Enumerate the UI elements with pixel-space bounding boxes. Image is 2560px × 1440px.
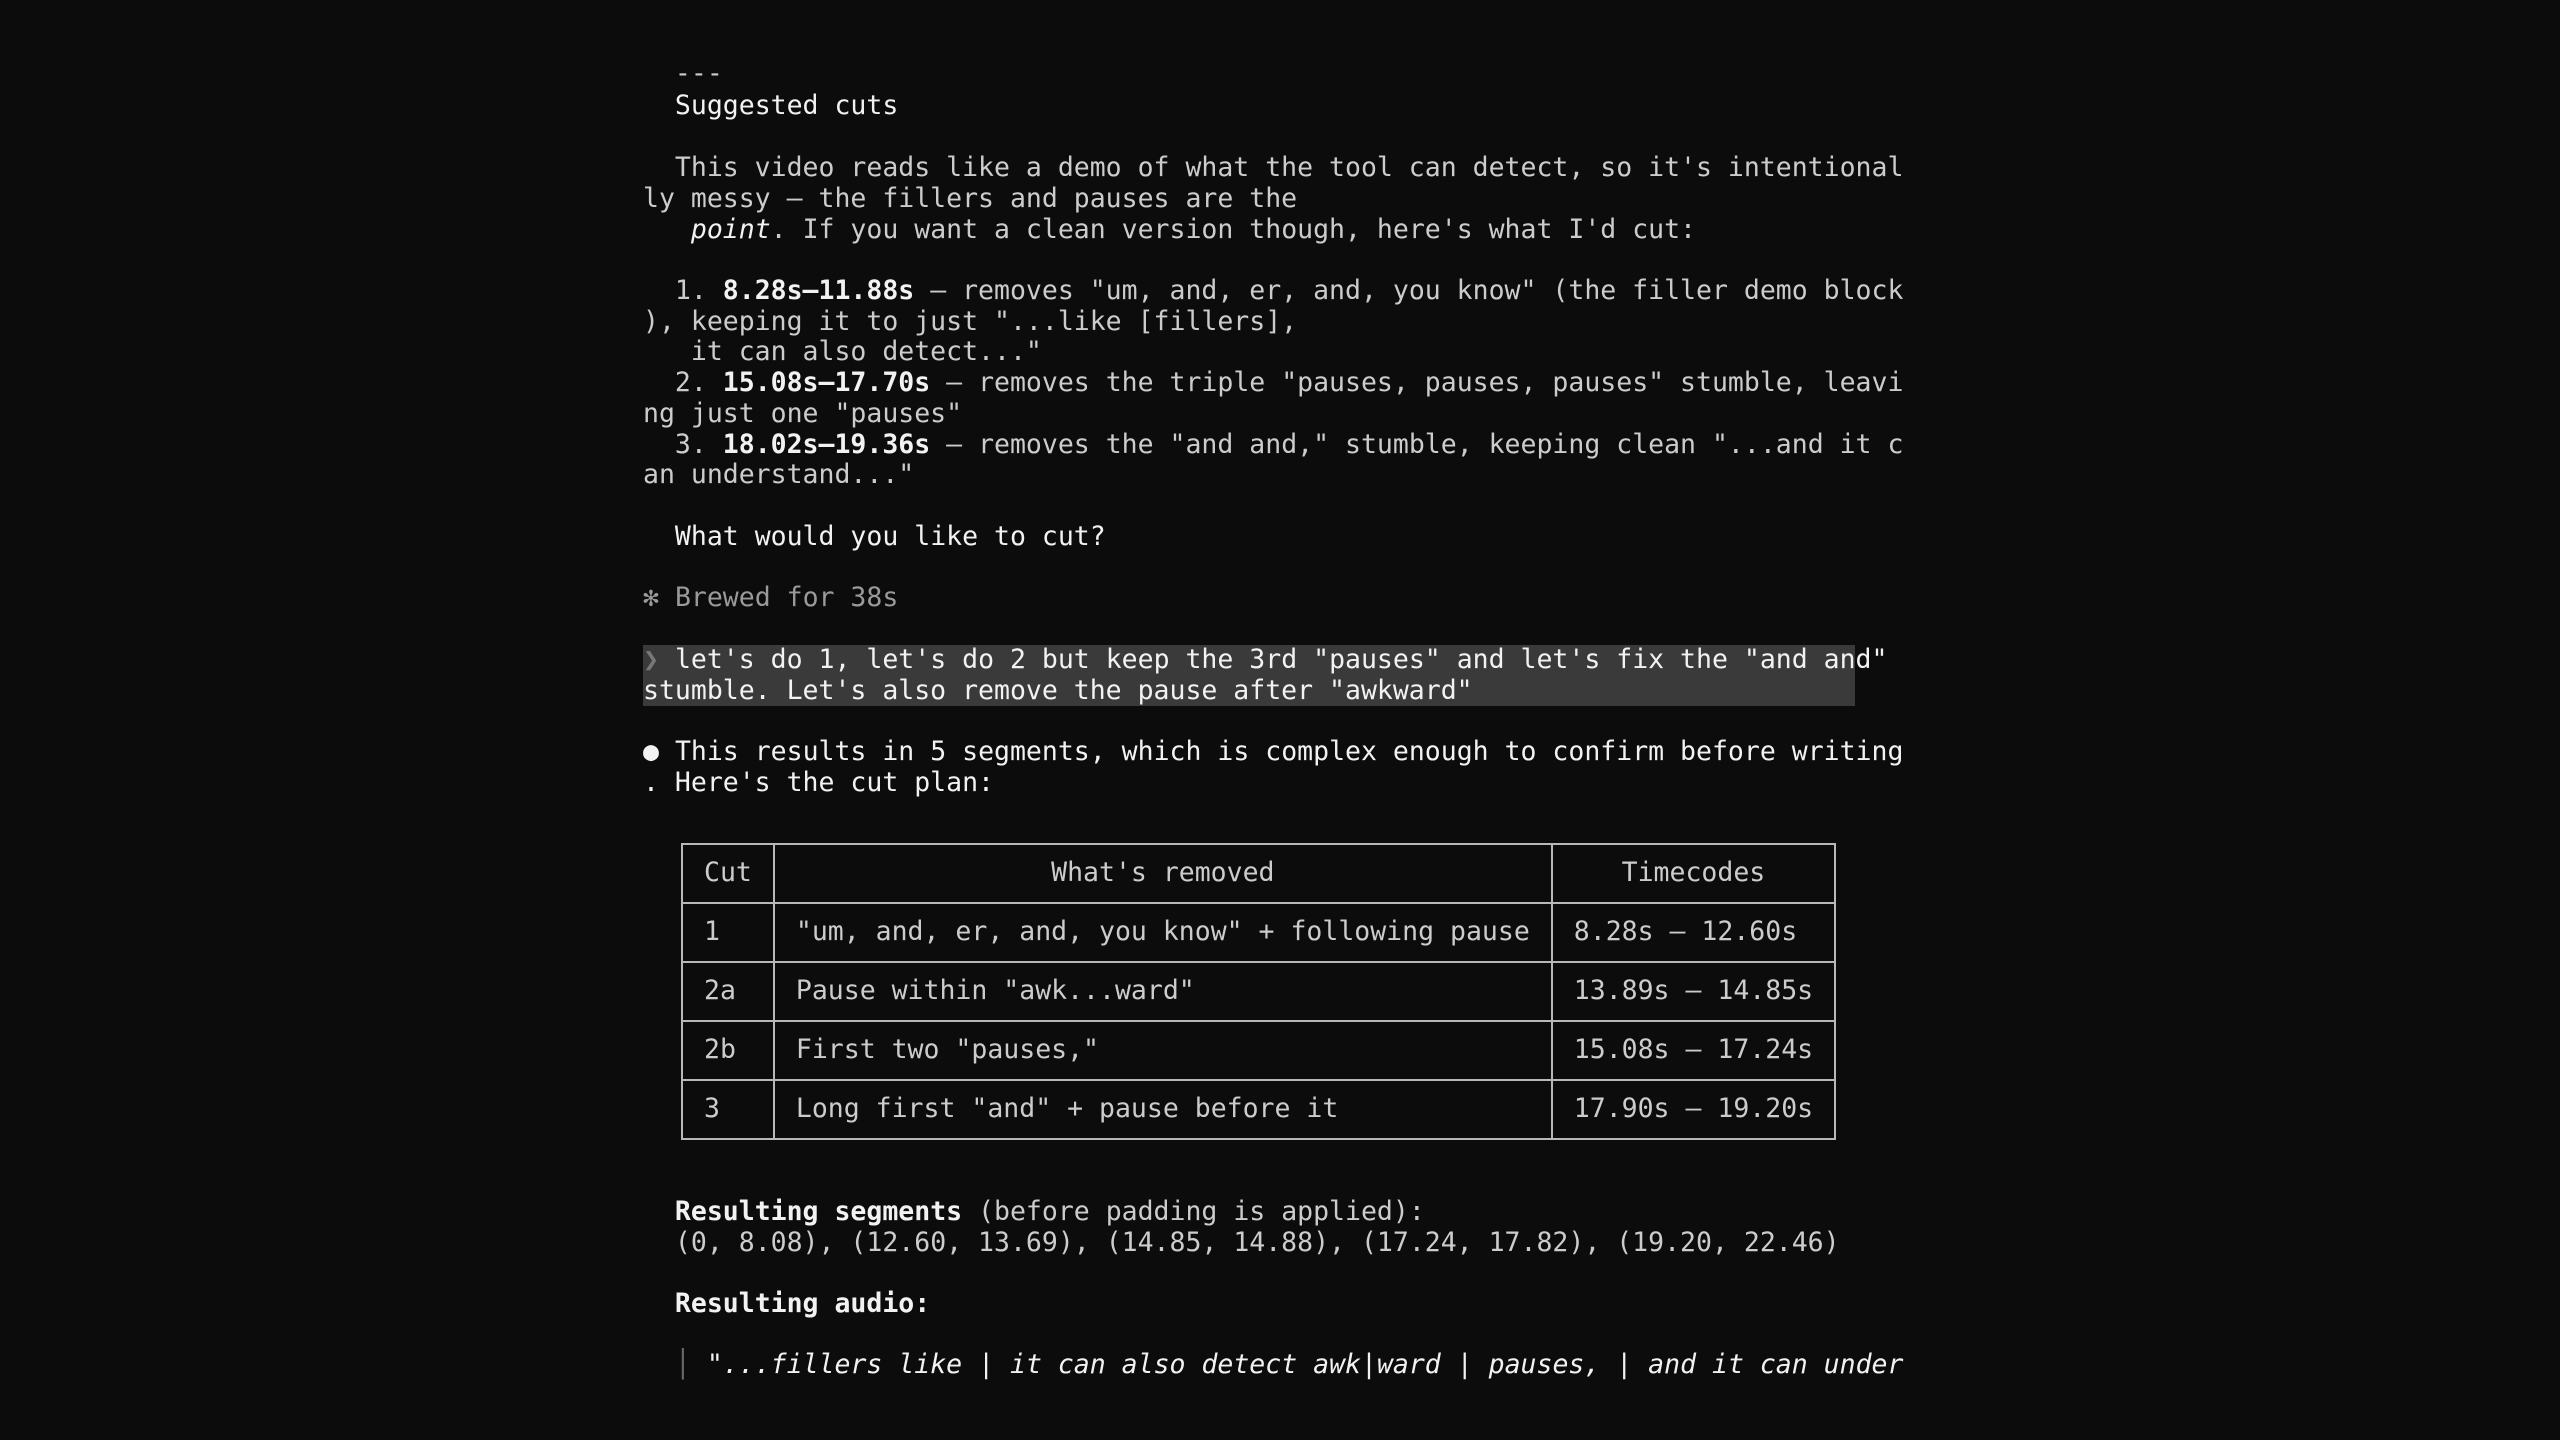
cell-removed: Pause within "awk...ward" bbox=[774, 962, 1552, 1021]
table-header-row bbox=[682, 844, 1835, 903]
cell-timecodes: 13.89s – 14.85s bbox=[1552, 962, 1835, 1021]
cut-item-3-line-2: an understand..." bbox=[643, 459, 915, 490]
cell-removed: "um, and, er, and, you know" + following pause bbox=[774, 903, 1552, 962]
audio-quote-text: "...fillers like | it can also detect awk|ward | pauses, | and it can under bbox=[706, 1349, 1904, 1380]
cell-cut: 3 bbox=[682, 1080, 774, 1139]
cell-timecodes: 8.28s – 12.60s bbox=[1552, 903, 1835, 962]
audio-heading: Resulting audio: bbox=[674, 1288, 931, 1319]
segments-values: (0, 8.08), (12.60, 13.69), (14.85, 14.88), (17.24, 17.82), (19.20, 22.46) bbox=[674, 1227, 1840, 1258]
section-heading: Suggested cuts bbox=[674, 90, 899, 121]
chevron-right-icon: ❯ bbox=[643, 644, 659, 675]
intro-line-3: point. If you want a clean version though, here's what I'd cut: bbox=[690, 214, 1697, 245]
cell-cut: 2a bbox=[682, 962, 774, 1021]
user-prompt-line-1: ❯ let's do 1, let's do 2 but keep the 3rd "pauses" and let's fix the "and and" bbox=[643, 644, 1888, 675]
intro-line-1: This video reads like a demo of what the tool can detect, so it's intentional bbox=[643, 152, 1904, 183]
column-header-timecodes: Timecodes bbox=[1552, 844, 1835, 903]
cell-removed: First two "pauses," bbox=[774, 1021, 1552, 1080]
bullet-icon: ● bbox=[643, 736, 659, 767]
cut-timecode: 15.08s–17.70s bbox=[722, 367, 931, 398]
response-line-1: ● This results in 5 segments, which is complex enough to confirm before writing bbox=[643, 736, 1904, 767]
terminal-output bbox=[643, 0, 1904, 1440]
user-prompt-line-2: stumble. Let's also remove the pause after "awkward" bbox=[643, 675, 1473, 706]
segments-label: Resulting segments bbox=[674, 1196, 963, 1227]
segments-heading: Resulting segments (before padding is applied): bbox=[674, 1196, 1425, 1227]
cut-timecode: 8.28s–11.88s bbox=[722, 275, 915, 306]
cut-item-3: 3. 18.02s–19.36s — removes the "and and," stumble, keeping clean "...and it c bbox=[643, 429, 1904, 460]
cell-timecodes: 17.90s – 19.20s bbox=[1552, 1080, 1835, 1139]
table-row bbox=[682, 903, 1835, 962]
table-row bbox=[682, 962, 1835, 1021]
cell-cut: 2b bbox=[682, 1021, 774, 1080]
emphasis-text: point bbox=[690, 214, 771, 245]
cut-item-1: 1. 8.28s–11.88s — removes "um, and, er, and, you know" (the filler demo block bbox=[643, 275, 1904, 306]
cell-cut: 1 bbox=[682, 903, 774, 962]
response-line-2: . Here's the cut plan: bbox=[643, 767, 994, 798]
cell-removed: Long first "and" + pause before it bbox=[774, 1080, 1552, 1139]
question-text: What would you like to cut? bbox=[674, 521, 1106, 552]
table-row bbox=[682, 1080, 1835, 1139]
table-row bbox=[682, 1021, 1835, 1080]
cut-plan-table bbox=[681, 843, 1836, 1140]
cut-item-1-line-3: it can also detect..." bbox=[643, 336, 1042, 367]
column-header-cut: Cut bbox=[682, 844, 774, 903]
cut-item-2-line-2: ng just one "pauses" bbox=[643, 398, 963, 429]
intro-line-2: ly messy — the fillers and pauses are the bbox=[643, 183, 1298, 214]
sparkle-icon: ✻ bbox=[643, 582, 659, 613]
status-text: Brewed for 38s bbox=[674, 582, 899, 613]
column-header-removed: What's removed bbox=[774, 844, 1552, 903]
cut-timecode: 18.02s–19.36s bbox=[722, 429, 931, 460]
horizontal-rule: --- bbox=[674, 58, 723, 89]
cut-item-1-line-2: ), keeping it to just "...like [fillers], bbox=[643, 306, 1298, 337]
cut-item-2: 2. 15.08s–17.70s — removes the triple "pauses, pauses, pauses" stumble, leavi bbox=[643, 367, 1904, 398]
status-line bbox=[643, 583, 898, 614]
audio-quote bbox=[643, 1350, 1903, 1381]
cell-timecodes: 15.08s – 17.24s bbox=[1552, 1021, 1835, 1080]
quote-bar: │ bbox=[674, 1349, 691, 1380]
